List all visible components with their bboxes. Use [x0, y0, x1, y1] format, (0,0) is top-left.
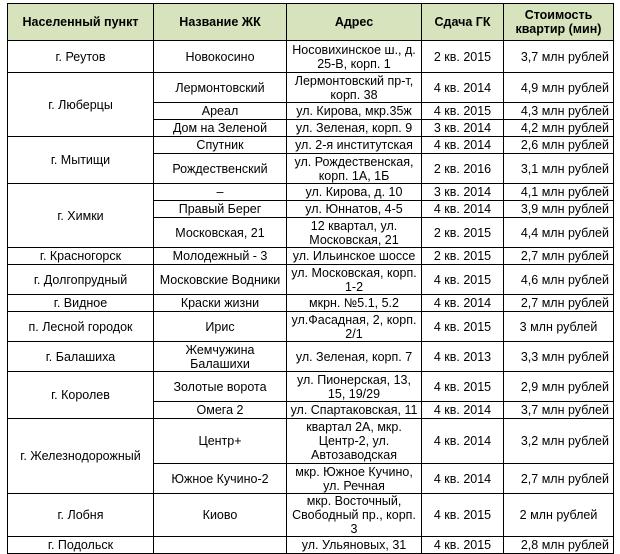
address-cell: Носовихинское ш., д. 25-В, корп. 1: [287, 41, 422, 73]
price-cell: 2,6 млн рублей: [504, 137, 614, 154]
complex-cell: Молодежный - 3: [154, 248, 287, 265]
completion-cell: 4 кв. 2014: [422, 73, 504, 103]
complex-cell: Рождественский: [154, 154, 287, 184]
complex-cell: Правый Берег: [154, 201, 287, 218]
price-cell: 4,2 млн рублей: [504, 120, 614, 137]
table-row: [8, 494, 614, 537]
city-cell: п. Лесной городок: [8, 312, 154, 342]
price-cell: 4,9 млн рублей: [504, 73, 614, 103]
price-cell: 3,7 млн рублей: [504, 41, 614, 73]
address-cell: ул. Рождественская, корп. 1А, 1Б: [287, 154, 422, 184]
completion-cell: 4 кв. 2013: [422, 342, 504, 372]
complex-cell: Дом на Зеленой: [154, 120, 287, 137]
complex-cell: Жемчужина Балашихи: [154, 342, 287, 372]
completion-cell: 3 кв. 2014: [422, 184, 504, 201]
header-complex: Название ЖК: [154, 4, 287, 41]
price-cell: 3,3 млн рублей: [504, 342, 614, 372]
completion-cell: 2 кв. 2015: [422, 248, 504, 265]
price-cell: 3 млн рублей: [504, 312, 614, 342]
price-cell: 2 млн рублей: [504, 494, 614, 537]
address-cell: мкрн. №5.1, 5.2: [287, 295, 422, 312]
table-row: [8, 184, 614, 201]
address-cell: Лермонтовский пр-т, корп. 38: [287, 73, 422, 103]
city-cell: г. Мытищи: [8, 137, 154, 184]
city-cell: г. Химки: [8, 184, 154, 248]
header-city: Населенный пункт: [8, 4, 154, 41]
complex-cell: Спутник: [154, 137, 287, 154]
price-cell: 2,8 млн рублей: [504, 537, 614, 554]
address-cell: ул. Пионерская, 13, 15, 19/29: [287, 372, 422, 402]
complex-cell: Ареал: [154, 103, 287, 120]
header-address: Адрес: [287, 4, 422, 41]
complex-cell: Новокосино: [154, 41, 287, 73]
completion-cell: 4 кв. 2014: [422, 295, 504, 312]
completion-cell: 2 кв. 2016: [422, 154, 504, 184]
complex-cell: Омега 2: [154, 402, 287, 419]
complex-cell: Золотые ворота: [154, 372, 287, 402]
city-cell: г. Железнодорожный: [8, 419, 154, 494]
completion-cell: 4 кв. 2015: [422, 312, 504, 342]
city-cell: г. Долгопрудный: [8, 265, 154, 295]
address-cell: 12 квартал, ул. Московская, 21: [287, 218, 422, 248]
complex-cell: Лермонтовский: [154, 73, 287, 103]
address-cell: ул. Кирова, д. 10: [287, 184, 422, 201]
table-row: [8, 137, 614, 154]
completion-cell: 4 кв. 2015: [422, 372, 504, 402]
complex-cell: –: [154, 184, 287, 201]
price-cell: 3,1 млн рублей: [504, 154, 614, 184]
price-cell: 4,4 млн рублей: [504, 218, 614, 248]
completion-cell: 4 кв. 2014: [422, 201, 504, 218]
complex-cell: Ирис: [154, 312, 287, 342]
address-cell: ул. Юннатов, 4-5: [287, 201, 422, 218]
price-cell: 4,3 млн рублей: [504, 103, 614, 120]
price-cell: 2,7 млн рублей: [504, 464, 614, 494]
table-row: [8, 419, 614, 464]
completion-cell: 4 кв. 2015: [422, 265, 504, 295]
table-row: [8, 312, 614, 342]
header-price: Стоимость квартир (мин): [504, 4, 614, 41]
price-cell: 3,2 млн рублей: [504, 419, 614, 464]
address-cell: квартал 2А, мкр. Центр-2, ул. Автозаводская: [287, 419, 422, 464]
city-cell: г. Подольск: [8, 537, 154, 554]
address-cell: ул.Фасадная, 2, корп. 2/1: [287, 312, 422, 342]
complex-cell: Московские Водники: [154, 265, 287, 295]
housing-table: [7, 3, 614, 554]
complex-cell: Южное Кучино-2: [154, 464, 287, 494]
address-cell: ул. Зеленая, корп. 9: [287, 120, 422, 137]
complex-cell: Центр+: [154, 419, 287, 464]
completion-cell: 2 кв. 2015: [422, 218, 504, 248]
completion-cell: 4 кв. 2014: [422, 464, 504, 494]
address-cell: мкр. Южное Кучино, ул. Речная: [287, 464, 422, 494]
city-cell: г. Королев: [8, 372, 154, 419]
table-row: [8, 342, 614, 372]
table-row: [8, 265, 614, 295]
completion-cell: 4 кв. 2015: [422, 103, 504, 120]
table-row: [8, 537, 614, 554]
city-cell: г. Видное: [8, 295, 154, 312]
complex-cell: Московская, 21: [154, 218, 287, 248]
city-cell: г. Красногорск: [8, 248, 154, 265]
address-cell: ул. Спартаковская, 11: [287, 402, 422, 419]
completion-cell: 4 кв. 2014: [422, 402, 504, 419]
price-cell: 4,1 млн рублей: [504, 184, 614, 201]
completion-cell: 4 кв. 2015: [422, 494, 504, 537]
address-cell: ул. Ильинское шоссе: [287, 248, 422, 265]
complex-cell: Краски жизни: [154, 295, 287, 312]
complex-cell: [154, 537, 287, 554]
header-row: [8, 4, 614, 41]
completion-cell: 4 кв. 2014: [422, 419, 504, 464]
price-cell: 3,7 млн рублей: [504, 402, 614, 419]
city-cell: г. Люберцы: [8, 73, 154, 137]
price-cell: 2,7 млн рублей: [504, 295, 614, 312]
address-cell: ул. Кирова, мкр.35ж: [287, 103, 422, 120]
table-row: [8, 372, 614, 402]
table-row: [8, 295, 614, 312]
city-cell: г. Балашиха: [8, 342, 154, 372]
completion-cell: 4 кв. 2015: [422, 537, 504, 554]
address-cell: ул. Московская, корп. 1-2: [287, 265, 422, 295]
city-cell: г. Лобня: [8, 494, 154, 537]
address-cell: ул. Ульяновых, 31: [287, 537, 422, 554]
table-row: [8, 73, 614, 103]
address-cell: мкр. Восточный, Свободный пр., корп. 3: [287, 494, 422, 537]
address-cell: ул. Зеленая, корп. 7: [287, 342, 422, 372]
completion-cell: 4 кв. 2014: [422, 137, 504, 154]
complex-cell: Киово: [154, 494, 287, 537]
price-cell: 2,7 млн рублей: [504, 248, 614, 265]
price-cell: 2,9 млн рублей: [504, 372, 614, 402]
price-cell: 4,6 млн рублей: [504, 265, 614, 295]
table-row: [8, 41, 614, 73]
price-cell: 3,9 млн рублей: [504, 201, 614, 218]
table-container: [7, 3, 614, 554]
address-cell: ул. 2-я институтская: [287, 137, 422, 154]
city-cell: г. Реутов: [8, 41, 154, 73]
completion-cell: 2 кв. 2015: [422, 41, 504, 73]
header-completion: Сдача ГК: [422, 4, 504, 41]
completion-cell: 3 кв. 2014: [422, 120, 504, 137]
table-row: [8, 248, 614, 265]
